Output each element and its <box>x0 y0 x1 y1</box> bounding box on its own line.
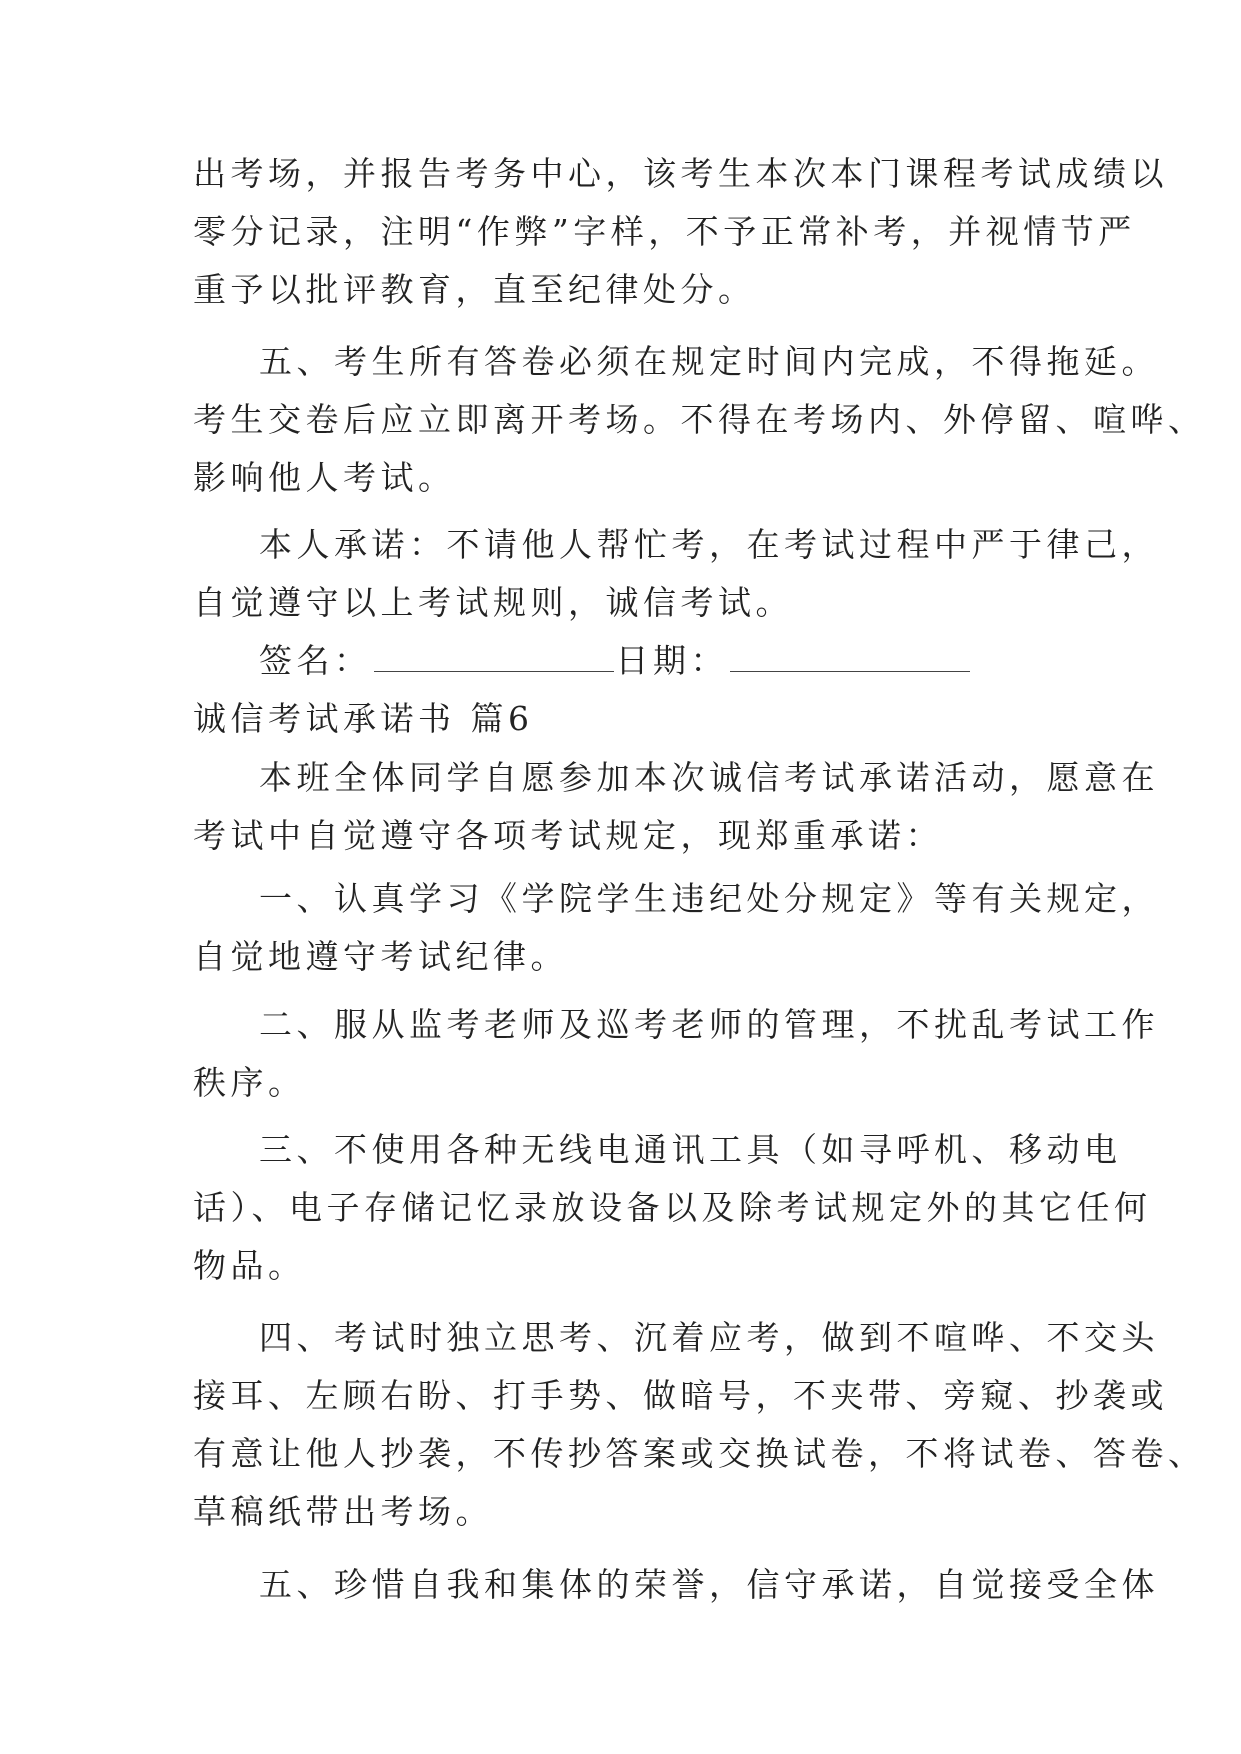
text-line: 有意让他人抄袭，不传抄答案或交换试卷，不将试卷、答卷、 <box>193 1434 1206 1473</box>
date-blank <box>730 645 970 672</box>
signature-row <box>193 641 972 681</box>
text-line: 四、考试时独立思考、沉着应考，做到不喧哗、不交头 <box>259 1318 1159 1357</box>
text-line: 五、珍惜自我和集体的荣誉，信守承诺，自觉接受全体 <box>259 1565 1159 1604</box>
text-line: 考生交卷后应立即离开考场。不得在考场内、外停留、喧哗、 <box>193 400 1206 439</box>
date-label: 日期： <box>615 641 728 680</box>
text-line: 物品。 <box>193 1246 306 1285</box>
text-line: 接耳、左顾右盼、打手势、做暗号，不夹带、旁窥、抄袭或 <box>193 1376 1168 1415</box>
text-line: 三、不使用各种无线电通讯工具（如寻呼机、移动电 <box>259 1130 1122 1169</box>
text-line: 草稿纸带出考场。 <box>193 1492 493 1531</box>
signature-blank <box>374 645 614 672</box>
text-line: 重予以批评教育，直至纪律处分。 <box>193 270 756 309</box>
text-line: 出考场，并报告考务中心，该考生本次本门课程考试成绩以 <box>193 154 1168 193</box>
text-line: 二、服从监考老师及巡考老师的管理，不扰乱考试工作 <box>259 1005 1159 1044</box>
section-title: 诚信考试承诺书 篇6 <box>193 699 534 738</box>
text-line: 考试中自觉遵守各项考试规定，现郑重承诺： <box>193 816 943 855</box>
text-line: 自觉地遵守考试纪律。 <box>193 937 568 976</box>
text-line: 秩序。 <box>193 1063 306 1102</box>
text-line: 话）、电子存储记忆录放设备以及除考试规定外的其它任何 <box>193 1188 1152 1227</box>
text-line: 五、考生所有答卷必须在规定时间内完成，不得拖延。 <box>259 342 1159 381</box>
signature-label: 签名： <box>259 641 372 680</box>
text-line: 零分记录，注明“作弊”字样，不予正常补考，并视情节严 <box>193 212 1136 251</box>
text-line: 一、认真学习《学院学生违纪处分规定》等有关规定， <box>259 879 1159 918</box>
text-line: 影响他人考试。 <box>193 458 456 497</box>
text-line: 自觉遵守以上考试规则，诚信考试。 <box>193 583 793 622</box>
text-line: 本人承诺：不请他人帮忙考，在考试过程中严于律己， <box>259 525 1159 564</box>
text-line: 本班全体同学自愿参加本次诚信考试承诺活动，愿意在 <box>259 758 1159 797</box>
